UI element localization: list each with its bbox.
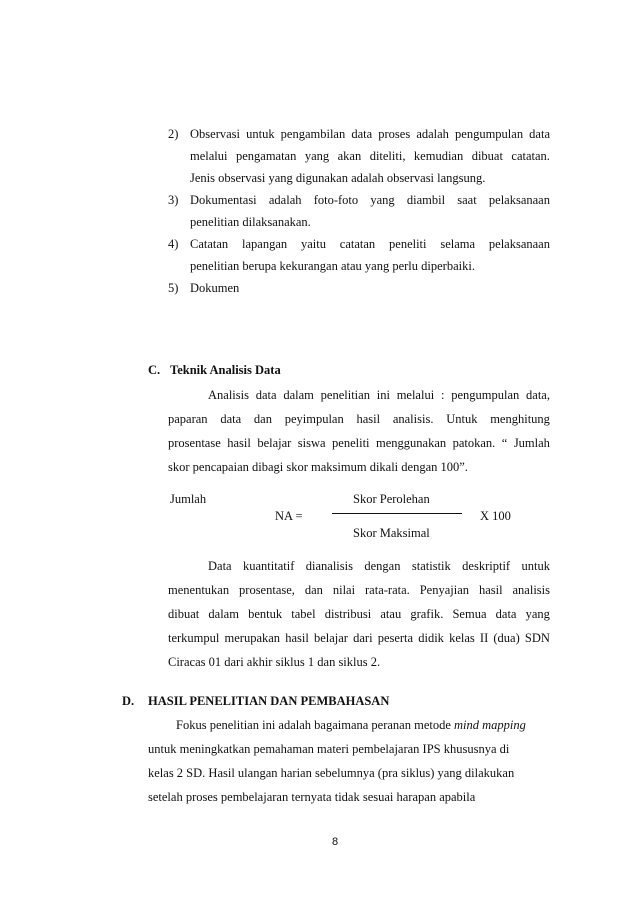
word: rata-rata. — [365, 583, 410, 597]
word: hasil — [227, 436, 251, 450]
text-line — [208, 388, 550, 403]
word: nilai — [332, 583, 356, 597]
word: pelaksanaan — [488, 193, 550, 207]
text-line: Ciracas 01 dari akhir siklus 1 dan siklus 2. — [168, 655, 381, 669]
formula-numerator: Skor Perolehan — [353, 492, 430, 506]
word: : — [440, 388, 445, 402]
word: hasil — [285, 631, 309, 645]
section-heading: HASIL PENELITIAN DAN PEMBAHASAN — [148, 694, 390, 708]
word: pengumpulan — [451, 388, 520, 402]
word: analisis — [512, 583, 550, 597]
word: siswa — [297, 436, 326, 450]
word: peneliti — [389, 237, 427, 251]
word: Semua — [452, 607, 487, 621]
word: deskriptif — [462, 559, 511, 573]
word: Analisis — [208, 388, 249, 402]
word: kelas — [449, 631, 475, 645]
word: data — [495, 607, 517, 621]
word: ini — [376, 388, 390, 402]
word: paparan — [168, 412, 208, 426]
word: hasil — [356, 412, 381, 426]
text-line: penelitian dilaksanakan. — [190, 215, 311, 229]
word: catatan. — [511, 149, 550, 163]
word: atau — [380, 607, 402, 621]
word: patokan. — [452, 436, 496, 450]
word: Observasi — [190, 127, 240, 141]
text-line — [168, 631, 550, 646]
text-line: skor pencapaian dibagi skor maksimum dikali dengan 100”. — [168, 460, 468, 474]
text-line — [176, 718, 526, 733]
word: peyimpulan — [284, 412, 344, 426]
word: pengamatan — [235, 149, 297, 163]
word: data — [529, 127, 550, 141]
list-number: 4) — [168, 237, 179, 251]
text-line: kelas 2 SD. Hasil ulangan harian sebelumnya (pra siklus) yang dilakukan — [148, 766, 515, 780]
word: prosentase — [168, 436, 221, 450]
italic-term: mind mapping — [454, 718, 526, 732]
text-line — [190, 149, 550, 164]
word: grafik. — [410, 607, 444, 621]
formula-multiplier: X 100 — [480, 509, 511, 523]
word: dibuat — [471, 149, 503, 163]
word: catatan — [339, 237, 376, 251]
text-line: Jenis observasi yang digunakan adalah observasi langsung. — [190, 171, 486, 185]
word: dan — [304, 583, 323, 597]
text-line — [168, 583, 550, 598]
word: Untuk — [446, 412, 478, 426]
word: dengan — [364, 559, 401, 573]
fraction-bar — [332, 513, 462, 514]
list-number: 3) — [168, 193, 179, 207]
section-label: C. — [148, 363, 161, 377]
word: data — [220, 412, 242, 426]
word: kemudian — [413, 149, 464, 163]
word: SDN — [524, 631, 550, 645]
text-line — [190, 127, 550, 142]
word: dalam — [283, 388, 314, 402]
word: adalah — [416, 127, 449, 141]
text-line: penelitian berupa kekurangan atau yang perlu diperbaiki. — [190, 259, 475, 273]
word: prosentase, — [239, 583, 295, 597]
word: proses — [378, 127, 411, 141]
word: pelaksanaan — [488, 237, 550, 251]
word: (dua) — [493, 631, 520, 645]
text-line — [168, 436, 550, 451]
word: menentukan — [168, 583, 230, 597]
word: diteliti, — [369, 149, 406, 163]
word: yang — [525, 607, 550, 621]
word: pengumpulan — [455, 127, 524, 141]
word: data — [351, 127, 373, 141]
word: belajar — [313, 631, 348, 645]
word: kuantitatif — [243, 559, 295, 573]
text-line — [208, 559, 550, 574]
word: dibuat — [168, 607, 200, 621]
word: Dokumentasi — [190, 193, 257, 207]
word: yang — [304, 149, 330, 163]
formula-left-label: Jumlah — [170, 492, 207, 506]
word: belajar — [257, 436, 292, 450]
text-line — [190, 193, 550, 208]
section-label: D. — [122, 694, 135, 708]
word: yaitu — [300, 237, 326, 251]
word: dari — [353, 631, 373, 645]
word: Catatan — [190, 237, 229, 251]
word: “ — [501, 436, 508, 450]
word: menghitung — [490, 412, 550, 426]
word: peneliti — [332, 436, 370, 450]
word: untuk — [521, 559, 550, 573]
section-heading: Teknik Analisis Data — [170, 363, 281, 377]
word: saat — [457, 193, 477, 207]
word: foto-foto — [313, 193, 359, 207]
word: menggunakan — [376, 436, 447, 450]
text-line — [168, 607, 550, 622]
word: melalui — [396, 388, 435, 402]
word: lapangan — [242, 237, 288, 251]
word: adalah — [268, 193, 302, 207]
word: Penyajian — [419, 583, 470, 597]
word: diambil — [406, 193, 446, 207]
word: Jumlah — [513, 436, 550, 450]
word: peserta — [377, 631, 414, 645]
word: merupakan — [224, 631, 281, 645]
word: tabel — [291, 607, 316, 621]
text-line — [190, 237, 550, 252]
word: didik — [418, 631, 444, 645]
text-line: untuk meningkatkan pemahaman materi pembelajaran IPS khususnya di — [148, 742, 510, 756]
word: dalam — [208, 607, 239, 621]
word: distribusi — [324, 607, 372, 621]
word: pengambilan — [280, 127, 346, 141]
word: dan — [253, 412, 272, 426]
word: dianalisis — [305, 559, 353, 573]
word: data — [255, 388, 277, 402]
word: II — [479, 631, 489, 645]
word: data, — [526, 388, 550, 402]
word: Data — [208, 559, 232, 573]
word: untuk — [246, 127, 275, 141]
word: selama — [440, 237, 476, 251]
formula-lhs: NA = — [275, 509, 303, 523]
word: bentuk — [248, 607, 283, 621]
page-number: 8 — [332, 836, 339, 848]
word: yang — [370, 193, 395, 207]
word: hasil — [478, 583, 503, 597]
word: penelitian — [320, 388, 370, 402]
word: analisis. — [392, 412, 434, 426]
text-run: Fokus penelitian ini adalah bagaimana peranan metode — [176, 718, 455, 732]
list-number: 5) — [168, 281, 179, 295]
word: melalui — [190, 149, 228, 163]
formula-denominator: Skor Maksimal — [353, 526, 430, 540]
text-line: setelah proses pembelajaran ternyata tidak sesuai harapan apabila — [148, 790, 476, 804]
word: akan — [337, 149, 362, 163]
text-line: Dokumen — [190, 281, 240, 295]
word: terkumpul — [168, 631, 220, 645]
word: statistik — [411, 559, 451, 573]
text-line — [168, 412, 550, 427]
list-number: 2) — [168, 127, 179, 141]
